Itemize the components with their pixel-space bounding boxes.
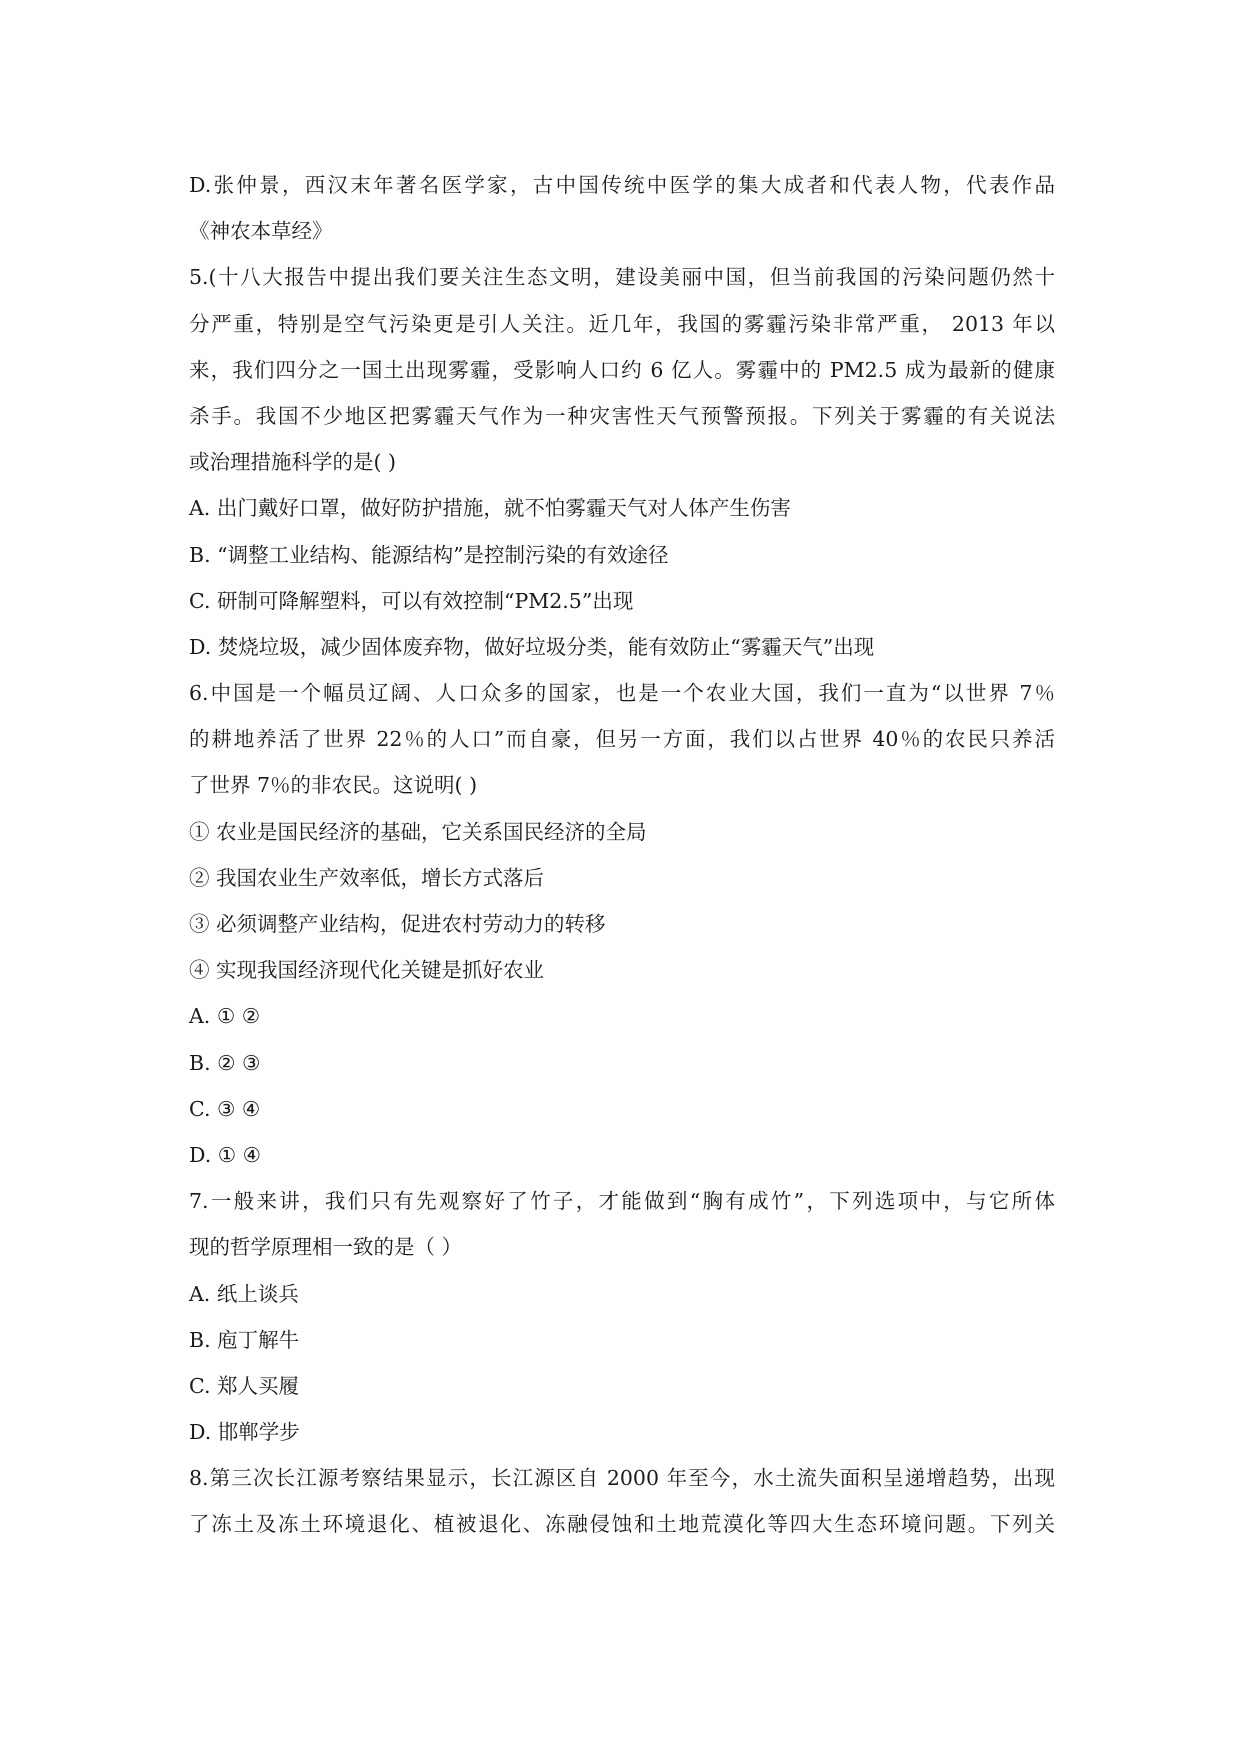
option-c: C. ③ ④ (189, 1096, 261, 1121)
option-c: C. 郑人买履 (189, 1373, 299, 1398)
statement-item: ② 我国农业生产效率低，增长方式落后 (189, 865, 545, 890)
question-7-line: 7.一般来讲，我们只有先观察好了竹子，才能做到“胸有成竹”，下列选项中，与它所体 (189, 1189, 1055, 1214)
option-d: D. ① ④ (189, 1142, 262, 1167)
statement-item: ④ 实现我国经济现代化关键是抓好农业 (189, 958, 545, 983)
question-6-line: 了世界 7％的非农民。这说明( ) (189, 773, 478, 798)
option-d: D. 焚烧垃圾，减少固体废弃物，做好垃圾分类，能有效防止“雾霾天气”出现 (189, 634, 875, 659)
question-6-line: 的耕地养活了世界 22％的人口”而自豪，但另一方面，我们以占世界 40％的农民只养活 (189, 727, 1055, 752)
question-5-line: 5.(十八大报告中提出我们要关注生态文明，建设美丽中国，但当前我国的污染问题仍然十 (189, 265, 1055, 290)
option-b: B. “调整工业结构、能源结构”是控制污染的有效途径 (189, 542, 669, 567)
option-a: A. 纸上谈兵 (189, 1281, 299, 1306)
text-line: 《神农本草经》 (189, 219, 333, 244)
question-5-line: 来，我们四分之一国土出现雾霾，受影响人口约 6 亿人。雾霾中的 PM2.5 成为最新的健康 (189, 357, 1055, 382)
option-a: A. ① ② (189, 1004, 261, 1029)
question-6-line: 6.中国是一个幅员辽阔、人口众多的国家，也是一个农业大国，我们一直为“以世界 7％ (189, 681, 1055, 706)
statement-item: ③ 必须调整产业结构，促进农村劳动力的转移 (189, 912, 606, 936)
question-5-line: 或治理措施科学的是( ) (189, 450, 397, 475)
document-body (189, 162, 1055, 1548)
question-8-line: 了冻土及冻土环境退化、植被退化、冻融侵蚀和土地荒漠化等四大生态环境问题。下列关 (189, 1512, 1055, 1537)
question-8-line: 8.第三次长江源考察结果显示，长江源区自 2000 年至今，水土流失面积呈递增趋势，出现 (189, 1466, 1055, 1491)
question-7-line: 现的哲学原理相一致的是（ ） (189, 1235, 463, 1260)
option-d: D. 邯郸学步 (189, 1420, 300, 1445)
text-line: D.张仲景，西汉末年著名医学家，古中国传统中医学的集大成者和代表人物，代表作品 (189, 173, 1055, 197)
question-5-line: 分严重，特别是空气污染更是引人关注。近几年，我国的雾霾污染非常严重， 2013 年以 (189, 311, 1055, 336)
option-b: B. 庖丁解牛 (189, 1327, 300, 1352)
question-5-line: 杀手。我国不少地区把雾霾天气作为一种灾害性天气预警预报。下列关于雾霾的有关说法 (189, 403, 1055, 428)
statement-item: ① 农业是国民经济的基础，它关系国民经济的全局 (189, 819, 647, 844)
option-a: A. 出门戴好口罩，做好防护措施，就不怕雾霾天气对人体产生伤害 (189, 496, 791, 521)
option-c: C. 研制可降解塑料，可以有效控制“PM2.5”出现 (189, 588, 634, 613)
option-b: B. ② ③ (189, 1050, 261, 1075)
